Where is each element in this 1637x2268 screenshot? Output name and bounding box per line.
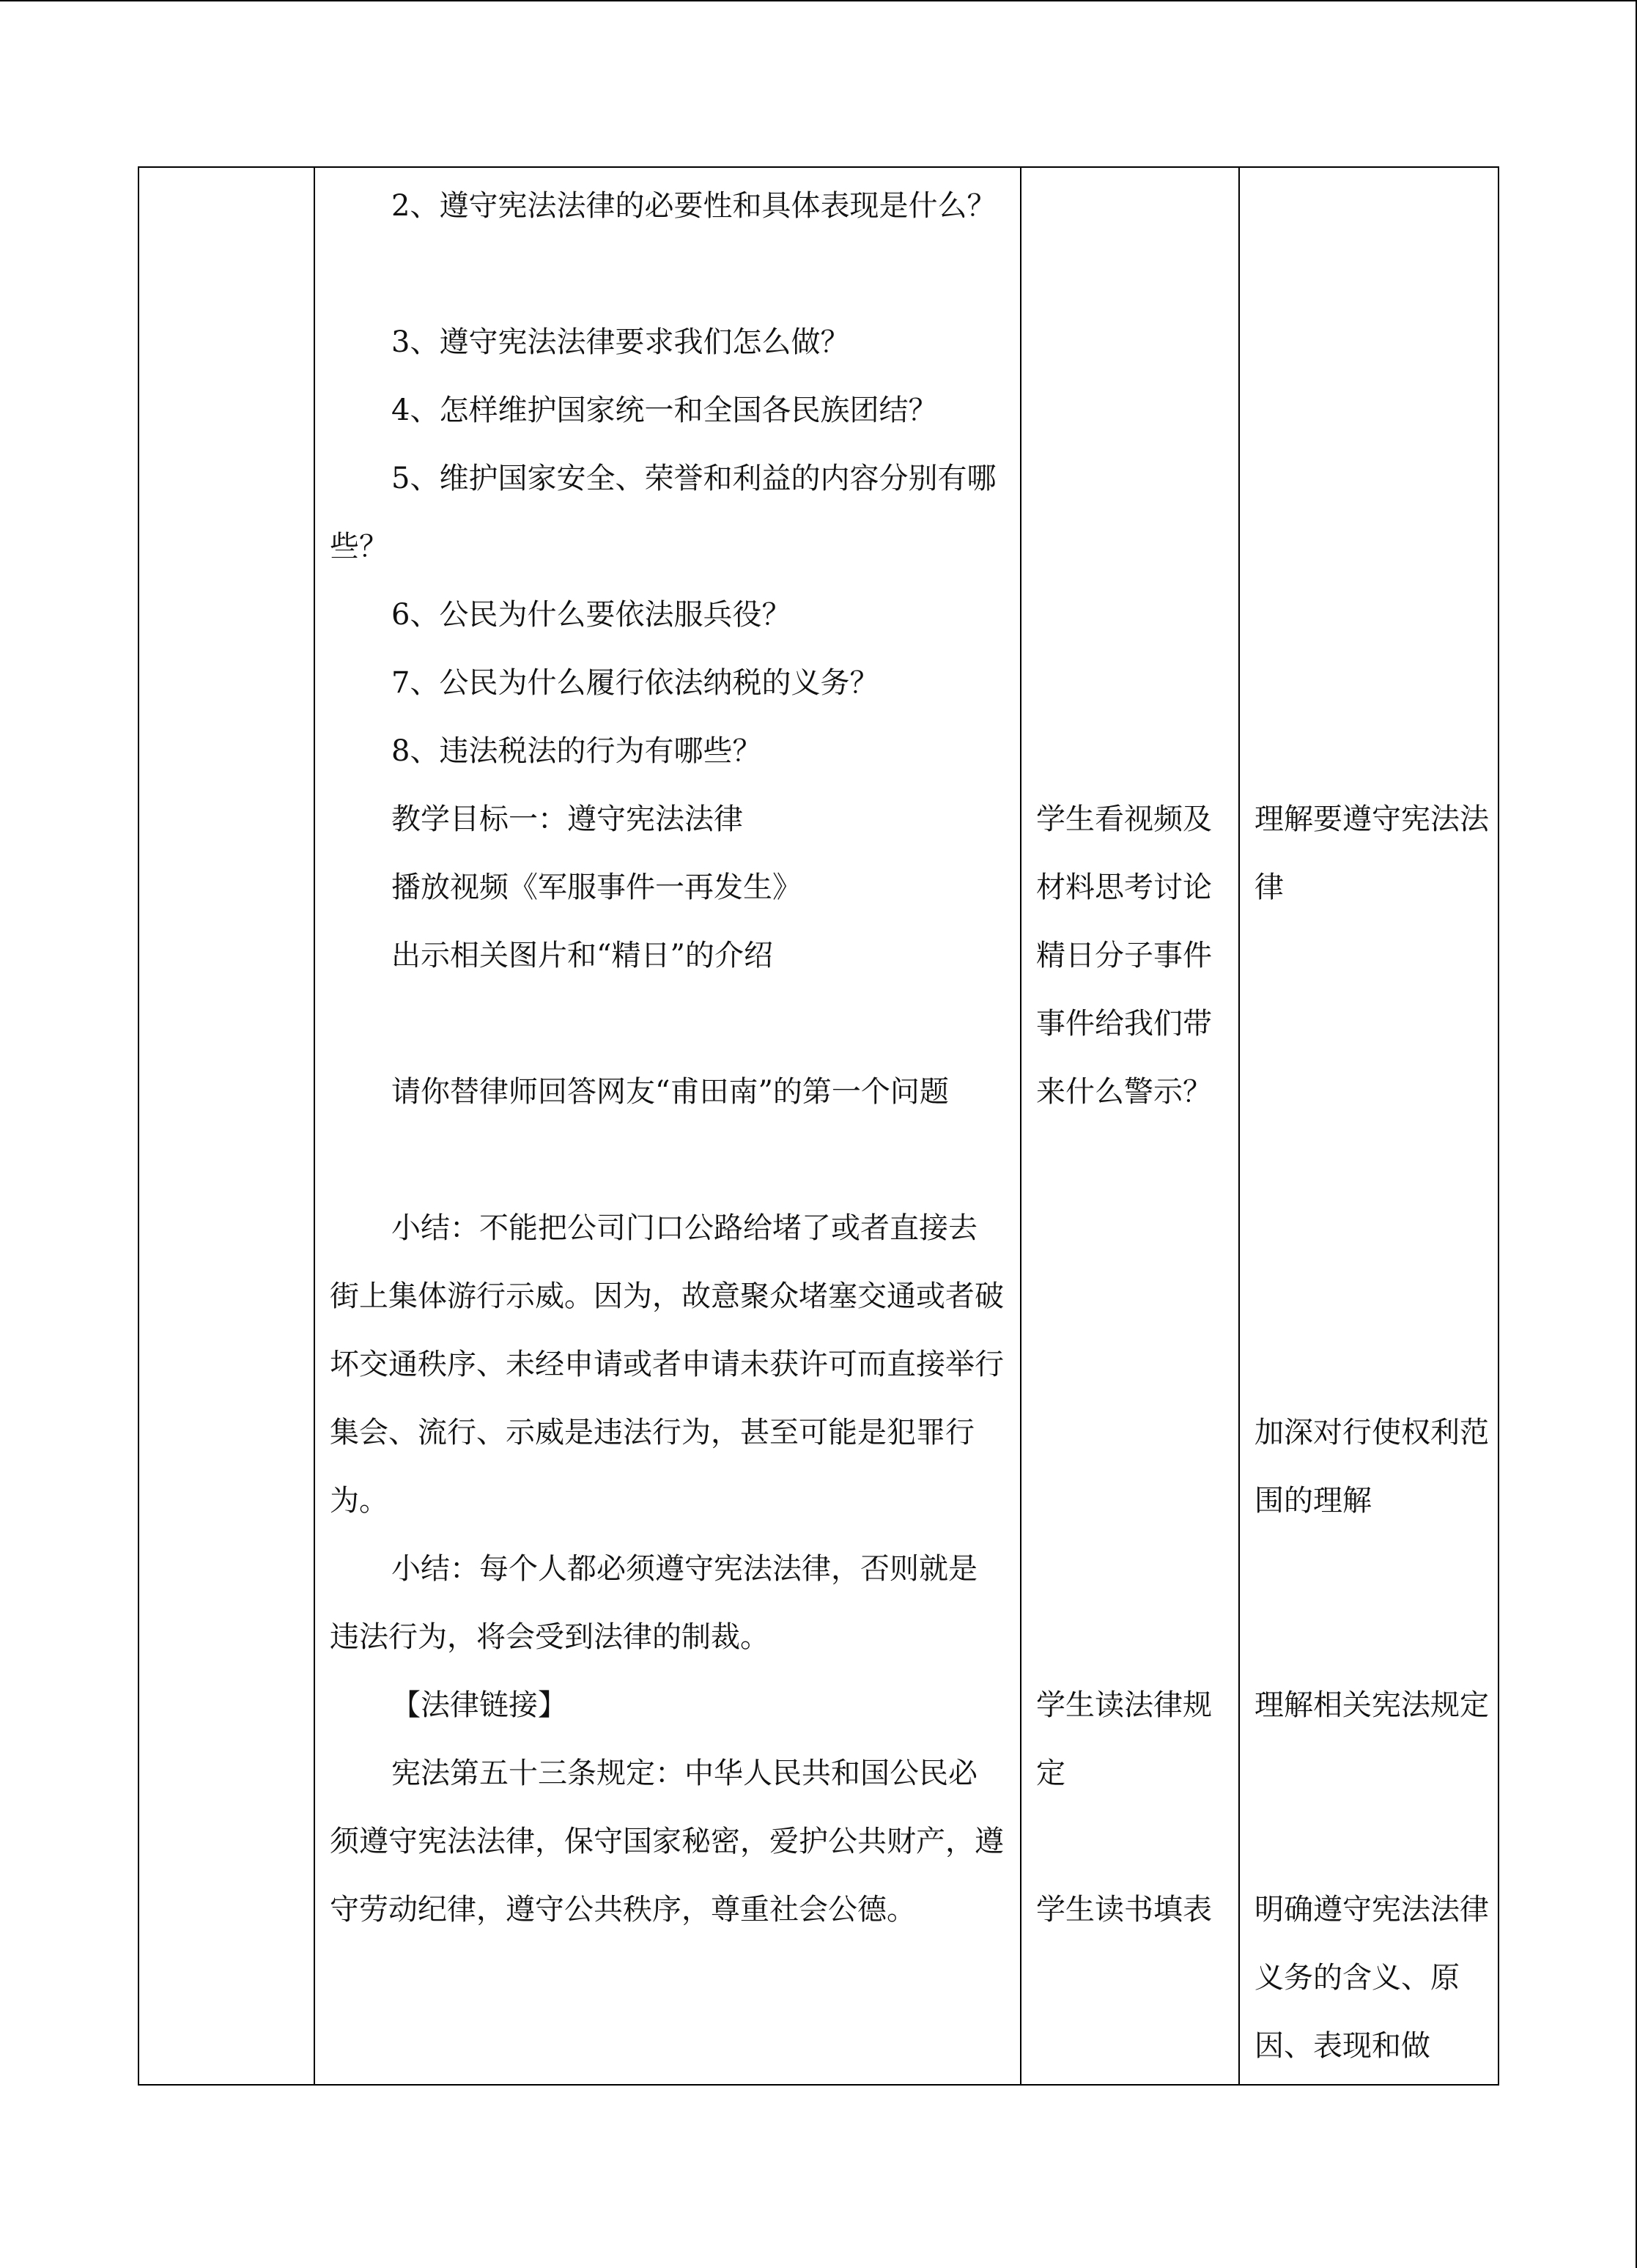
- lawyer-question: 请你替律师回答网友“甫田南”的第一个问题: [391, 1075, 949, 1109]
- intent-understand-law: 理解要遵守宪法法律: [1254, 802, 1489, 904]
- teaching-content-column: [315, 168, 1020, 2084]
- teaching-goal: 教学目标一：遵守宪法法律: [391, 802, 743, 836]
- student-read-book: 学生读书填表: [1036, 1893, 1212, 1927]
- question-8: 8、违法税法的行为有哪些？: [391, 734, 762, 768]
- picture-intro: 出示相关图片和“精日”的介绍: [391, 939, 773, 972]
- question-7: 7、公民为什么履行依法纳税的义务？: [391, 666, 879, 700]
- summary-1: 小结：不能把公司门口公路给堵了或者直接去街上集体游行示威。因为，故意聚众堵塞交通或者破坏交通秩序、未经申请或者申请未获许可而直接举行集会、流行、示威是违法行为，甚至可能是犯罪行为。: [330, 1211, 1004, 1518]
- intent-clarify: 明确遵守宪法法律义务的含义、原因、表现和做: [1254, 1893, 1489, 2063]
- law-link-heading: 【法律链接】: [391, 1688, 567, 1722]
- question-3: 3、遵守宪法法律要求我们怎么做？: [391, 325, 850, 359]
- student-activity-column: [1021, 168, 1238, 2084]
- question-5: 5、维护国家安全、荣誉和利益的内容分别有哪些？: [330, 462, 997, 564]
- page-top-border: [0, 0, 1637, 1]
- student-read-law: 学生读法律规定: [1036, 1688, 1212, 1790]
- lesson-table: [138, 166, 1499, 2086]
- summary-2: 小结：每个人都必须遵守宪法法律，否则就是违法行为，将会受到法律的制裁。: [330, 1552, 978, 1654]
- law-text: 宪法第五十三条规定：中华人民共和国公民必须遵守宪法法律，保守国家秘密，爱护公共财产，遵守劳动纪律，遵守公共秩序，尊重社会公德。: [330, 1757, 1004, 1927]
- question-6: 6、公民为什么要依法服兵役？: [391, 598, 791, 632]
- design-intent-column: [1240, 168, 1498, 2084]
- question-2: 2、遵守宪法法律的必要性和具体表现是什么？: [391, 189, 997, 223]
- question-4: 4、怎样维护国家统一和全国各民族团结？: [391, 394, 938, 427]
- intent-understand-constitution: 理解相关宪法规定: [1254, 1688, 1489, 1722]
- video-play: 播放视频《军服事件一再发生》: [391, 871, 802, 904]
- intent-deepen: 加深对行使权利范围的理解: [1254, 1416, 1489, 1518]
- student-video-discussion: 学生看视频及材料思考讨论精日分子事件事件给我们带来什么警示？: [1036, 802, 1212, 1109]
